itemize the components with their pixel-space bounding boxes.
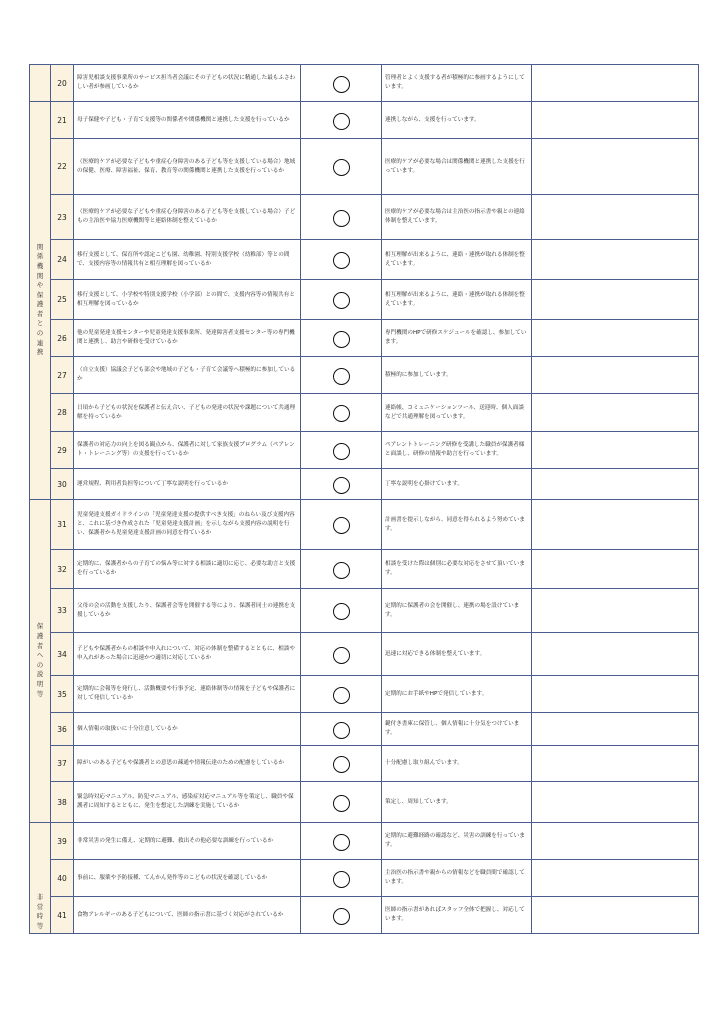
table-row [30, 240, 699, 280]
item-note [532, 139, 699, 195]
item-note [532, 357, 699, 394]
circle-mark-icon [333, 252, 350, 269]
item-question: 事前に、服薬や予防接種、てんかん発作等のこどもの状況を確認しているか [74, 860, 301, 897]
item-note [532, 550, 699, 589]
answer-mark-cell [301, 589, 382, 633]
item-question: （医療的ケアが必要な子どもや重症心身障害のある子ども等を支援している場合）地域の保健、医療、障害福祉、保育、教育等の関係機関と連携した支援を行っているか [74, 139, 301, 195]
circle-mark-icon [333, 210, 350, 227]
answer-mark-cell [301, 823, 382, 860]
table-row [30, 139, 699, 195]
item-number: 41 [51, 897, 74, 934]
item-answer: 医療的ケアが必要な場合は主治医の指示書や親との連絡体制を整えています。 [382, 195, 532, 240]
evaluation-sheet [29, 64, 698, 934]
circle-mark-icon [333, 756, 350, 773]
answer-mark-cell [301, 240, 382, 280]
item-answer: 専門機関のHPで研修スケジュールを確認し、参加しています。 [382, 320, 532, 357]
answer-mark-cell [301, 469, 382, 500]
table-row [30, 280, 699, 320]
circle-mark-icon [333, 368, 350, 385]
circle-mark-icon [333, 687, 350, 704]
answer-mark-cell [301, 432, 382, 469]
item-note [532, 633, 699, 676]
item-question: 緊急時対応マニュアル、防犯マニュアル、感染症対応マニュアル等を策定し、職員や保護者に周知するとともに、発生を想定した訓練を実施しているか [74, 782, 301, 823]
answer-mark-cell [301, 500, 382, 550]
circle-mark-icon [333, 405, 350, 422]
item-question: 障害児相談支援事業所のサービス担当者会議にその子どもの状況に精通した最もふさわしい者が参画しているか [74, 65, 301, 102]
item-question: 食物アレルギーのある子どもについて、医師の指示書に基づく対応がされているか [74, 897, 301, 934]
answer-mark-cell [301, 897, 382, 934]
item-answer: 相談を受けた際は個別に必要な対応をさせて頂いています。 [382, 550, 532, 589]
circle-mark-icon [333, 443, 350, 460]
item-answer: 連絡帳、コミュニケーションツール、送迎時、個人面談などで共通理解を図っています。 [382, 394, 532, 432]
item-question: 移行支援として、保育所や認定こども園、幼稚園、特別支援学校（幼稚部）等との間で、支援内容等の情報共有と相互理解を図っているか [74, 240, 301, 280]
table-row [30, 550, 699, 589]
item-note [532, 676, 699, 713]
table-row [30, 65, 699, 102]
item-question: 他の児童発達支援センターや児童発達支援事業所、発達障害者支援センター等の専門機関と連携し、助言や研修を受けているか [74, 320, 301, 357]
item-question: 障がいのある子どもや保護者との意思の疎通や情報伝達のための配慮をしているか [74, 746, 301, 782]
item-answer: 定期的にお手紙やHPで発信しています。 [382, 676, 532, 713]
answer-mark-cell [301, 195, 382, 240]
item-number: 23 [51, 195, 74, 240]
item-number: 36 [51, 713, 74, 746]
item-answer: 相互理解が出来るように、連絡・連携が取れる体制を整えています。 [382, 240, 532, 280]
item-question: 個人情報の取扱いに十分注意しているか [74, 713, 301, 746]
item-note [532, 589, 699, 633]
circle-mark-icon [333, 603, 350, 620]
table-row [30, 500, 699, 550]
table-row [30, 102, 699, 139]
item-note [532, 897, 699, 934]
circle-mark-icon [333, 834, 350, 851]
item-number: 38 [51, 782, 74, 823]
item-answer: 連携しながら、支援を行っています。 [382, 102, 532, 139]
item-answer: 医療的ケアが必要な場合は関係機関と連携した支援を行っています。 [382, 139, 532, 195]
answer-mark-cell [301, 746, 382, 782]
answer-mark-cell [301, 102, 382, 139]
item-note [532, 102, 699, 139]
table-row [30, 782, 699, 823]
item-note [532, 280, 699, 320]
circle-mark-icon [333, 477, 350, 494]
item-note [532, 713, 699, 746]
category-cooperation: 関係機関や保護者との連携 [30, 102, 51, 500]
item-number: 21 [51, 102, 74, 139]
circle-mark-icon [333, 562, 350, 579]
answer-mark-cell [301, 320, 382, 357]
table-row [30, 897, 699, 934]
item-question: 移行支援として、小学校や特別支援学校（小学部）との間で、支援内容等の情報共有と相互理解を図っているか [74, 280, 301, 320]
answer-mark-cell [301, 357, 382, 394]
item-number: 39 [51, 823, 74, 860]
answer-mark-cell [301, 394, 382, 432]
table-row [30, 860, 699, 897]
table-row [30, 195, 699, 240]
answer-mark-cell [301, 633, 382, 676]
table-row [30, 676, 699, 713]
item-note [532, 469, 699, 500]
answer-mark-cell [301, 713, 382, 746]
item-number: 37 [51, 746, 74, 782]
answer-mark-cell [301, 550, 382, 589]
circle-mark-icon [333, 647, 350, 664]
answer-mark-cell [301, 139, 382, 195]
item-number: 30 [51, 469, 74, 500]
circle-mark-icon [333, 517, 350, 534]
circle-mark-icon [333, 908, 350, 925]
answer-mark-cell [301, 280, 382, 320]
circle-mark-icon [333, 871, 350, 888]
item-number: 32 [51, 550, 74, 589]
item-note [532, 240, 699, 280]
category-emergency: 非常時等 [30, 823, 51, 934]
answer-mark-cell [301, 860, 382, 897]
item-answer: 主治医の指示書や親からの情報などを職員間で確認しています。 [382, 860, 532, 897]
item-note [532, 746, 699, 782]
item-answer: 策定し、周知しています。 [382, 782, 532, 823]
item-number: 33 [51, 589, 74, 633]
item-answer: 積極的に参加しています。 [382, 357, 532, 394]
table-row [30, 633, 699, 676]
item-answer: 医師の指示書があればスタッフ全体で把握し、対応しています。 [382, 897, 532, 934]
circle-mark-icon [333, 331, 350, 348]
table-row [30, 713, 699, 746]
item-question: 運営規程、利用者負担等について丁寧な説明を行っているか [74, 469, 301, 500]
item-note [532, 500, 699, 550]
circle-mark-icon [333, 795, 350, 812]
item-number: 28 [51, 394, 74, 432]
item-question: 子どもや保護者からの相談や申入れについて、対応の体制を整備するとともに、相談や申入れがあった場合に迅速かつ適切に対応しているか [74, 633, 301, 676]
item-question: 日頃から子どもの状況を保護者と伝え合い、子どもの発達の状況や課題について共通理解を持っているか [74, 394, 301, 432]
item-answer: 丁寧な説明を心掛けています。 [382, 469, 532, 500]
item-number: 22 [51, 139, 74, 195]
evaluation-table [29, 64, 699, 934]
category-explanation: 保護者への説明等 [30, 500, 51, 823]
item-number: 34 [51, 633, 74, 676]
circle-mark-icon [333, 292, 350, 309]
item-question: 定期的に会報等を発行し、活動概要や行事予定、連絡体制等の情報を子どもや保護者に対して発信しているか [74, 676, 301, 713]
item-number: 26 [51, 320, 74, 357]
item-question: 非常災害の発生に備え、定期的に避難、救出その他必要な訓練を行っているか [74, 823, 301, 860]
item-question: （医療的ケアが必要な子どもや重症心身障害のある子ども等を支援している場合）子どもの主治医や協力医療機関等と連絡体制を整えているか [74, 195, 301, 240]
item-answer: ペアレントトレーニング研修を受講した職員が保護者様と面談し、研修の情報や助言を行っています。 [382, 432, 532, 469]
item-number: 35 [51, 676, 74, 713]
answer-mark-cell [301, 676, 382, 713]
item-answer: 定期的に避難経路の確認など、災害の訓練を行っています。 [382, 823, 532, 860]
item-question: （自立支援）協議会子ども部会や地域の子ども・子育て会議等へ積極的に参加しているか [74, 357, 301, 394]
table-row [30, 746, 699, 782]
item-number: 31 [51, 500, 74, 550]
item-question: 父母の会の活動を支援したり、保護者会等を開催する等により、保護者同士の連携を支援しているか [74, 589, 301, 633]
item-number: 24 [51, 240, 74, 280]
item-note [532, 823, 699, 860]
circle-mark-icon [333, 76, 350, 93]
category-cell [30, 65, 51, 102]
table-row [30, 823, 699, 860]
item-number: 29 [51, 432, 74, 469]
answer-mark-cell [301, 65, 382, 102]
answer-mark-cell [301, 782, 382, 823]
circle-mark-icon [333, 113, 350, 130]
item-note [532, 782, 699, 823]
circle-mark-icon [333, 159, 350, 176]
table-row [30, 432, 699, 469]
item-note [532, 320, 699, 357]
item-number: 27 [51, 357, 74, 394]
item-answer: 計画書を提示しながら、同意を得られるよう努めています。 [382, 500, 532, 550]
item-number: 40 [51, 860, 74, 897]
table-row [30, 589, 699, 633]
table-row [30, 357, 699, 394]
item-answer: 管理者とよく支援する者が積極的に参画するようにしています。 [382, 65, 532, 102]
item-note [532, 65, 699, 102]
item-answer: 十分配慮し取り組んでいます。 [382, 746, 532, 782]
item-answer: 迅速に対応できる体制を整えています。 [382, 633, 532, 676]
item-question: 母子保健や子ども・子育て支援等の関係者や関係機関と連携した支援を行っているか [74, 102, 301, 139]
item-note [532, 394, 699, 432]
item-note [532, 195, 699, 240]
item-note [532, 860, 699, 897]
item-answer: 相互理解が出来るように、連絡・連携が取れる体制を整えています。 [382, 280, 532, 320]
item-number: 25 [51, 280, 74, 320]
item-number: 20 [51, 65, 74, 102]
item-question: 保護者の対応力の向上を図る観点から、保護者に対して家族支援プログラム（ペアレント・トレーニング等）の支援を行っているか [74, 432, 301, 469]
item-answer: 定期的に保護者の会を開催し、連携の場を設けています。 [382, 589, 532, 633]
item-question: 児童発達支援ガイドラインの「児童発達支援の提供すべき支援」のねらい及び支援内容と、これに基づき作成された「児童発達支援計画」を示しながら支援内容の説明を行い、保護者から児童発達支援計画の同意を得ているか [74, 500, 301, 550]
circle-mark-icon [333, 722, 350, 739]
table-row [30, 469, 699, 500]
item-answer: 鍵付き書庫に保管し、個人情報に十分気をつけています。 [382, 713, 532, 746]
table-row [30, 394, 699, 432]
table-row [30, 320, 699, 357]
item-question: 定期的に、保護者からの子育ての悩み等に対する相談に適切に応じ、必要な助言と支援を行っているか [74, 550, 301, 589]
item-note [532, 432, 699, 469]
